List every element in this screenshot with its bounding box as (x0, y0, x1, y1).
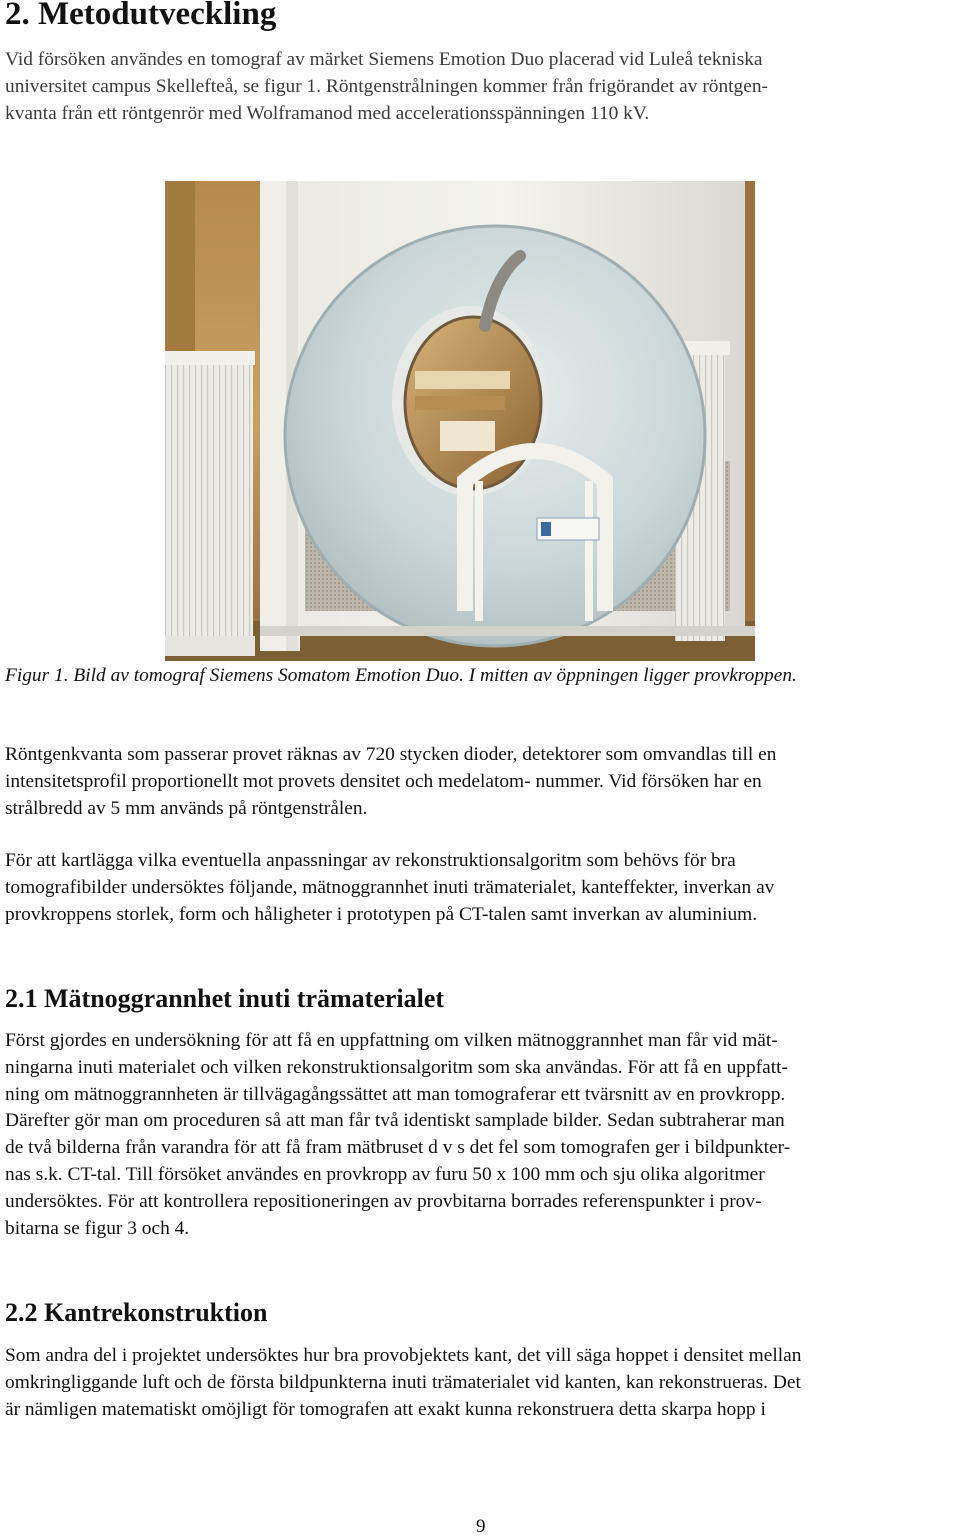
intro-paragraph (5, 47, 957, 127)
text-line: bitarna se figur 3 och 4. (5, 1217, 190, 1239)
paragraph (5, 848, 957, 928)
text-line: strålbredd av 5 mm används på röntgenstrålen. (5, 797, 368, 819)
ct-scanner-photo (165, 181, 755, 661)
text-line: Först gjordes en undersökning för att få en uppfattning om vilken mätnoggrannhet man får vid mät- (5, 1030, 778, 1051)
text-line: Som andra del i projektet undersöktes hur bra provobjektets kant, det vill säga hoppet i densitet mellan (5, 1345, 802, 1366)
text-line: kvanta från ett röntgenrör med Wolframanod med accelerationsspänningen 110 kV. (5, 102, 650, 124)
text-line: är nämligen matematiskt omöjligt för tomografen att exakt kunna rekonstruera detta skarpa hopp i (5, 1398, 766, 1420)
text-line: undersöktes. För att kontrollera repositioneringen av provbitarna borrades referenspunkter i prov- (5, 1190, 762, 1212)
text-line: För att kartlägga vilka eventuella anpassningar av rekonstruktionsalgoritm som behövs för bra (5, 850, 736, 871)
text-line: intensitetsprofil proportionellt mot provets densitet och medelatom- nummer. Vid försöken har en (5, 770, 762, 792)
page-number: 9 (476, 1516, 486, 1537)
figure-caption: Figur 1. Bild av tomograf Siemens Somatom Emotion Duo. I mitten av öppningen ligger provkroppen. (5, 665, 797, 686)
section-heading: 2.2 Kantrekonstruktion (5, 1298, 268, 1327)
text-line: de två bilderna från varandra för att få fram mätbruset d v s det fel som tomografen ger i bildpunkter- (5, 1137, 791, 1159)
paragraph (5, 1028, 957, 1242)
ct-scanner-illustration (165, 181, 755, 661)
text-line: tomografibilder undersöktes följande, mätnoggrannhet inuti trämaterialet, kanteffekter, inverkan av (5, 876, 775, 898)
chapter-heading: 2. Metodutveckling (5, 0, 277, 32)
text-line: provkroppens storlek, form och håligheter i prototypen på CT-talen samt inverkan av aluminium. (5, 903, 758, 925)
text-line: Röntgenkvanta som passerar provet räknas av 720 stycken dioder, detektorer som omvandlas till en (5, 744, 777, 765)
text-line: ningarna inuti materialet och vilken rekonstruktionsalgoritm som ska användas. För att få en uppfatt- (5, 1056, 788, 1078)
text-line: ning om mätnoggrannheten är tillvägagångssättet att man tomograferar ett tvärsnitt av en provkropp. (5, 1083, 786, 1105)
text-line: Vid försöken användes en tomograf av märket Siemens Emotion Duo placerad vid Luleå tekniska (5, 49, 763, 70)
text-line: universitet campus Skellefteå, se figur 1. Röntgenstrålningen kommer från frigörandet av röntgen- (5, 75, 769, 97)
text-line: Därefter gör man om proceduren så att man får två identiskt samplade bilder. Sedan subtraherar man (5, 1110, 785, 1132)
text-line: omkringliggande luft och de första bildpunkterna inuti trämaterialet vid kanten, kan rekonstrueras. Det (5, 1371, 801, 1393)
text-line: nas s.k. CT-tal. Till försöket användes en provkropp av furu 50 x 100 mm och sju olika algoritmer (5, 1163, 765, 1185)
section-heading: 2.1 Mätnoggrannhet inuti trämaterialet (5, 984, 445, 1013)
paragraph (5, 1343, 957, 1423)
paragraph (5, 742, 957, 822)
